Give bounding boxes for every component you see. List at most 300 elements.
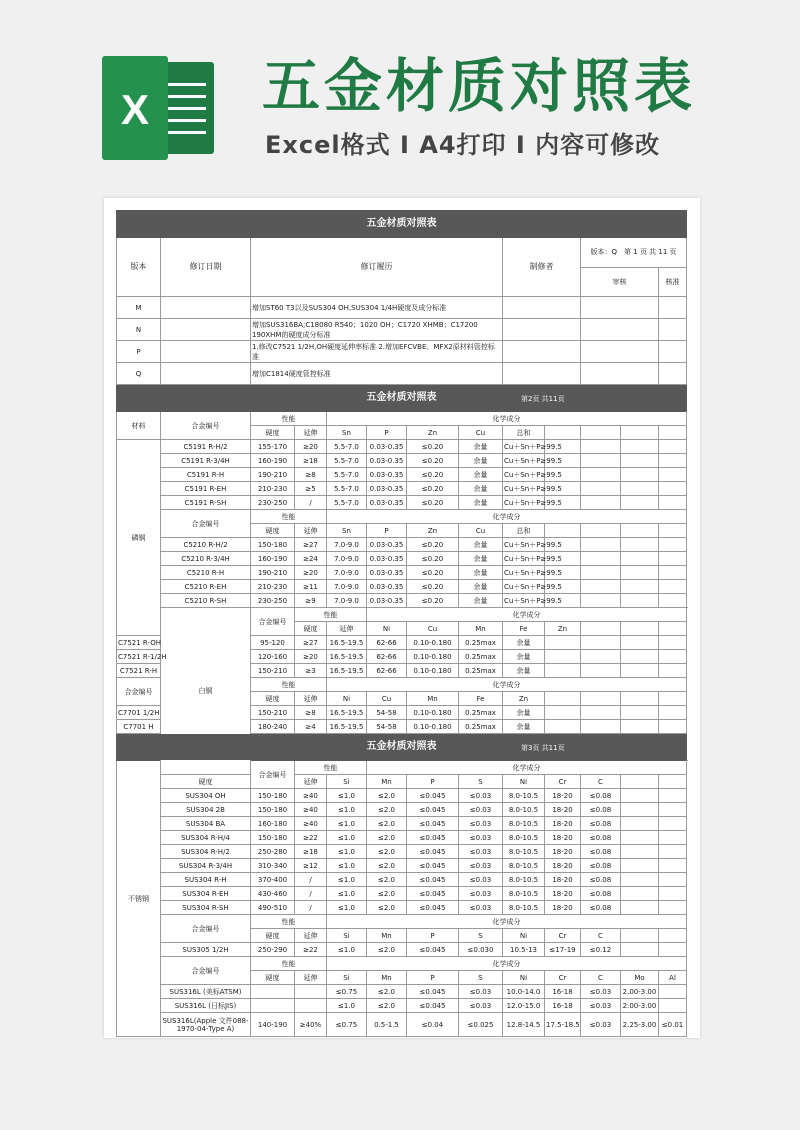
value-cell[interactable]: 2.25-3.00 xyxy=(621,1013,659,1037)
value-cell[interactable]: 430-460 xyxy=(251,887,295,901)
material-name[interactable]: 不锈钢 xyxy=(117,761,161,1037)
value-cell[interactable]: ≤2.0 xyxy=(367,845,407,859)
alloy-code[interactable]: SUS316L(Apple 文件088-1970-04-Type A) xyxy=(161,1013,251,1037)
value-cell[interactable]: ≤0.20 xyxy=(407,552,459,566)
value-cell[interactable]: 17.5-18.5 xyxy=(545,1013,581,1037)
value-cell[interactable]: 余量 xyxy=(459,580,503,594)
value-cell[interactable]: / xyxy=(295,901,327,915)
element-header[interactable]: Cu xyxy=(459,524,503,538)
empty-cell[interactable] xyxy=(581,440,621,454)
value-cell[interactable]: ≤0.03 xyxy=(459,985,503,999)
alloy-code[interactable]: SUS304 OH xyxy=(161,789,251,803)
empty-cell[interactable] xyxy=(621,566,659,580)
alloy-code[interactable]: SUS304 R-H/4 xyxy=(161,831,251,845)
value-cell[interactable]: 7.0-9.0 xyxy=(327,566,367,580)
value-cell[interactable]: 0.10-0.180 xyxy=(407,650,459,664)
value-cell[interactable]: 54-58 xyxy=(367,720,407,734)
value-cell[interactable]: ≥9 xyxy=(295,594,327,608)
empty-cell[interactable] xyxy=(581,524,621,538)
value-cell[interactable]: ≤0.08 xyxy=(581,859,621,873)
empty-cell[interactable] xyxy=(621,538,659,552)
value-cell[interactable]: 7.0-9.0 xyxy=(327,538,367,552)
alloy-code[interactable]: SUS304 R-3/4H xyxy=(161,859,251,873)
value-cell[interactable]: 310-340 xyxy=(251,859,295,873)
value-cell[interactable]: 160-180 xyxy=(251,817,295,831)
value-cell[interactable]: 16-18 xyxy=(545,985,581,999)
empty-cell[interactable] xyxy=(581,426,621,440)
element-header[interactable]: P xyxy=(407,775,459,789)
value-cell[interactable]: ≤0.03 xyxy=(459,999,503,1013)
material-name[interactable]: 磷铜 xyxy=(117,440,161,636)
rev-date[interactable] xyxy=(161,319,251,341)
value-cell[interactable]: ≤0.08 xyxy=(581,901,621,915)
value-cell[interactable]: 0.5-1.5 xyxy=(367,1013,407,1037)
elong-header[interactable]: 延伸 xyxy=(327,622,367,636)
empty-cell[interactable] xyxy=(621,887,659,901)
value-cell[interactable]: ≤0.08 xyxy=(581,873,621,887)
element-header[interactable]: S xyxy=(459,929,503,943)
value-cell[interactable]: ≤0.20 xyxy=(407,580,459,594)
alloy-header[interactable]: 合金编号 xyxy=(161,510,251,538)
value-cell[interactable] xyxy=(251,999,295,1013)
value-cell[interactable]: 62-66 xyxy=(367,650,407,664)
value-cell[interactable]: ≤2.0 xyxy=(367,817,407,831)
value-cell[interactable]: 160-190 xyxy=(251,454,295,468)
value-cell[interactable]: ≥40 xyxy=(295,817,327,831)
empty-cell[interactable] xyxy=(659,873,687,887)
alloy-code[interactable]: C5210 R-SH xyxy=(161,594,251,608)
value-cell[interactable]: 180-240 xyxy=(251,720,295,734)
value-cell[interactable]: 18-20 xyxy=(545,873,581,887)
value-cell[interactable]: 18-20 xyxy=(545,887,581,901)
value-cell[interactable]: ≥24 xyxy=(295,552,327,566)
value-cell[interactable]: ≥3 xyxy=(295,664,327,678)
value-cell[interactable]: ≤0.03 xyxy=(581,1013,621,1037)
value-cell[interactable]: ≥8 xyxy=(295,468,327,482)
value-cell[interactable]: 5.5-7.0 xyxy=(327,468,367,482)
rev-review[interactable] xyxy=(581,363,659,385)
alloy-code[interactable]: C7521 R-H xyxy=(117,664,161,678)
value-cell[interactable]: 62-66 xyxy=(367,664,407,678)
value-cell[interactable]: 5.5-7.0 xyxy=(327,454,367,468)
value-cell[interactable]: ≤1.0 xyxy=(327,901,367,915)
value-cell[interactable]: 140-190 xyxy=(251,1013,295,1037)
empty-cell[interactable] xyxy=(621,524,659,538)
empty-cell[interactable] xyxy=(659,496,687,510)
empty-cell[interactable] xyxy=(659,706,687,720)
chem-header[interactable]: 化学成分 xyxy=(327,678,687,692)
alloy-header[interactable]: 合金编号 xyxy=(117,678,161,706)
empty-cell[interactable] xyxy=(659,538,687,552)
perf-header[interactable]: 性能 xyxy=(251,915,327,929)
alloy-code[interactable]: SUS304 BA xyxy=(161,817,251,831)
empty-cell[interactable] xyxy=(581,468,621,482)
empty-cell[interactable] xyxy=(545,524,581,538)
value-cell[interactable] xyxy=(295,999,327,1013)
value-cell[interactable]: ≤0.03 xyxy=(459,859,503,873)
value-cell[interactable]: 8.0-10.5 xyxy=(503,859,545,873)
value-cell[interactable]: 18-20 xyxy=(545,901,581,915)
element-header[interactable]: Mn xyxy=(367,775,407,789)
value-cell[interactable]: ≤0.045 xyxy=(407,803,459,817)
element-header[interactable]: Sn xyxy=(327,524,367,538)
value-cell[interactable]: ≤0.08 xyxy=(581,831,621,845)
empty-cell[interactable] xyxy=(545,650,581,664)
rev-header-version[interactable]: 版本 xyxy=(117,238,161,297)
alloy-header[interactable]: 合金编号 xyxy=(161,915,251,943)
value-cell[interactable]: ≥22 xyxy=(295,943,327,957)
value-cell[interactable]: Cu＋Sn＋P≥99.5 xyxy=(503,496,545,510)
value-cell[interactable]: 12.0-15.0 xyxy=(503,999,545,1013)
value-cell[interactable]: 0.03-0.35 xyxy=(367,552,407,566)
chem-header[interactable]: 化学成分 xyxy=(327,510,687,524)
rev-editor[interactable] xyxy=(503,319,581,341)
value-cell[interactable]: ≤1.0 xyxy=(327,831,367,845)
value-cell[interactable]: 230-250 xyxy=(251,496,295,510)
value-cell[interactable]: ≤0.08 xyxy=(581,817,621,831)
value-cell[interactable]: ≥4 xyxy=(295,720,327,734)
empty-cell[interactable] xyxy=(621,454,659,468)
value-cell[interactable]: 16.5-19.5 xyxy=(327,706,367,720)
element-header[interactable]: Cu xyxy=(407,622,459,636)
value-cell[interactable]: ≥8 xyxy=(295,706,327,720)
element-header[interactable]: Zn xyxy=(407,426,459,440)
element-header[interactable]: Mn xyxy=(367,971,407,985)
value-cell[interactable]: ≤0.08 xyxy=(581,789,621,803)
empty-cell[interactable] xyxy=(659,622,687,636)
value-cell[interactable]: ≤0.12 xyxy=(581,943,621,957)
chem-header[interactable]: 化学成分 xyxy=(367,761,687,775)
alloy-code[interactable]: C7701 H xyxy=(117,720,161,734)
element-header[interactable]: P xyxy=(367,524,407,538)
value-cell[interactable]: 155-170 xyxy=(251,440,295,454)
value-cell[interactable]: 150-210 xyxy=(251,706,295,720)
empty-cell[interactable] xyxy=(581,566,621,580)
rev-editor[interactable] xyxy=(503,363,581,385)
value-cell[interactable]: ≥18 xyxy=(295,845,327,859)
value-cell[interactable]: 16-18 xyxy=(545,999,581,1013)
value-cell[interactable]: ≥11 xyxy=(295,580,327,594)
element-header[interactable]: Fe xyxy=(503,622,545,636)
element-header[interactable]: Ni xyxy=(503,775,545,789)
element-header[interactable]: Cr xyxy=(545,929,581,943)
value-cell[interactable]: ≥40 xyxy=(295,789,327,803)
chem-header[interactable]: 化学成分 xyxy=(367,608,687,622)
value-cell[interactable]: 2.00-3.00 xyxy=(621,985,659,999)
empty-cell[interactable] xyxy=(659,468,687,482)
empty-cell[interactable] xyxy=(621,440,659,454)
empty-cell[interactable] xyxy=(621,929,659,943)
alloy-code[interactable]: C5191 R-SH xyxy=(161,496,251,510)
value-cell[interactable]: 0.25max xyxy=(459,664,503,678)
hardness-header[interactable]: 硬度 xyxy=(251,426,295,440)
elong-header[interactable]: 延伸 xyxy=(295,692,327,706)
value-cell[interactable]: 150-180 xyxy=(251,831,295,845)
alloy-code[interactable]: C7521 R-1/2H xyxy=(117,650,161,664)
value-cell[interactable]: 0.10-0.180 xyxy=(407,720,459,734)
value-cell[interactable]: ≥18 xyxy=(295,454,327,468)
value-cell[interactable]: ≥20 xyxy=(295,440,327,454)
rev-text[interactable]: 1.修改C7521 1/2H,OH硬度延伸率标准 2.增加EFCVBE、MFX2原材料管控标准 xyxy=(251,341,503,363)
value-cell[interactable]: 210-230 xyxy=(251,482,295,496)
value-cell[interactable]: ≤0.20 xyxy=(407,440,459,454)
value-cell[interactable]: 0.03-0.35 xyxy=(367,580,407,594)
empty-cell[interactable] xyxy=(581,720,621,734)
value-cell[interactable]: 0.10-0.180 xyxy=(407,706,459,720)
value-cell[interactable]: 8.0-10.5 xyxy=(503,845,545,859)
value-cell[interactable]: Cu＋Sn＋P≥99.5 xyxy=(503,552,545,566)
element-header[interactable]: P xyxy=(407,929,459,943)
value-cell[interactable]: Cu＋Sn＋P≥99.5 xyxy=(503,482,545,496)
value-cell[interactable]: 18-20 xyxy=(545,817,581,831)
empty-cell[interactable] xyxy=(659,566,687,580)
empty-cell[interactable] xyxy=(581,482,621,496)
empty-cell[interactable] xyxy=(659,845,687,859)
element-header[interactable]: S xyxy=(459,775,503,789)
alloy-code[interactable]: C5191 R-H/2 xyxy=(161,440,251,454)
value-cell[interactable]: 余量 xyxy=(459,440,503,454)
value-cell[interactable]: 10.5-13 xyxy=(503,943,545,957)
value-cell[interactable]: 54-58 xyxy=(367,706,407,720)
rev-version[interactable]: P xyxy=(117,341,161,363)
value-cell[interactable]: 0.03-0.35 xyxy=(367,594,407,608)
alloy-code[interactable]: C5191 R-EH xyxy=(161,482,251,496)
value-cell[interactable]: 120-160 xyxy=(251,650,295,664)
element-header[interactable]: Mn xyxy=(367,929,407,943)
value-cell[interactable]: Cu＋Sn＋P≥99.5 xyxy=(503,566,545,580)
value-cell[interactable]: 0.10-0.180 xyxy=(407,664,459,678)
empty-cell[interactable] xyxy=(581,552,621,566)
element-header[interactable]: 总和 xyxy=(503,426,545,440)
empty-cell[interactable] xyxy=(659,803,687,817)
value-cell[interactable]: / xyxy=(295,873,327,887)
material-name[interactable]: 白铜 xyxy=(161,608,251,775)
element-header[interactable]: 总和 xyxy=(503,524,545,538)
value-cell[interactable]: 230-250 xyxy=(251,594,295,608)
rev-version[interactable]: Q xyxy=(117,363,161,385)
element-header[interactable]: S xyxy=(459,971,503,985)
value-cell[interactable]: ≤2.0 xyxy=(367,789,407,803)
empty-cell[interactable] xyxy=(621,789,659,803)
value-cell[interactable]: ≤0.03 xyxy=(459,901,503,915)
value-cell[interactable]: ≤0.045 xyxy=(407,789,459,803)
value-cell[interactable]: ≥20 xyxy=(295,566,327,580)
alloy-code[interactable]: C5191 R-H xyxy=(161,468,251,482)
empty-cell[interactable] xyxy=(621,622,659,636)
empty-cell[interactable] xyxy=(659,943,687,957)
value-cell[interactable]: ≤0.04 xyxy=(407,1013,459,1037)
alloy-code[interactable]: SUS304 2B xyxy=(161,803,251,817)
review-label[interactable]: 审核 xyxy=(581,267,659,297)
perf-header[interactable]: 性能 xyxy=(251,957,327,971)
value-cell[interactable]: 7.0-9.0 xyxy=(327,552,367,566)
empty-cell[interactable] xyxy=(659,859,687,873)
empty-cell[interactable] xyxy=(581,538,621,552)
value-cell[interactable]: 8.0-10.5 xyxy=(503,887,545,901)
rev-text[interactable]: 增加ST60 T3以及SUS304 OH,SUS304 1/4H硬度及成分标准 xyxy=(251,297,503,319)
value-cell[interactable]: ≤0.03 xyxy=(459,817,503,831)
empty-cell[interactable] xyxy=(581,496,621,510)
value-cell[interactable]: 余量 xyxy=(503,650,545,664)
value-cell[interactable]: ≤0.20 xyxy=(407,538,459,552)
value-cell[interactable]: ≤0.025 xyxy=(459,1013,503,1037)
value-cell[interactable]: ≤0.20 xyxy=(407,454,459,468)
empty-cell[interactable] xyxy=(659,524,687,538)
empty-cell[interactable] xyxy=(621,426,659,440)
value-cell[interactable]: 190-210 xyxy=(251,566,295,580)
alloy-code[interactable]: C5210 R-H/2 xyxy=(161,538,251,552)
element-header[interactable]: Zn xyxy=(407,524,459,538)
value-cell[interactable]: 0.03-0.35 xyxy=(367,496,407,510)
value-cell[interactable]: 95-120 xyxy=(251,636,295,650)
value-cell[interactable]: 8.0-10.5 xyxy=(503,901,545,915)
empty-cell[interactable] xyxy=(659,775,687,789)
value-cell[interactable]: 5.5-7.0 xyxy=(327,440,367,454)
empty-cell[interactable] xyxy=(545,664,581,678)
value-cell[interactable]: ≤1.0 xyxy=(327,999,367,1013)
empty-cell[interactable] xyxy=(621,817,659,831)
value-cell[interactable]: Cu＋Sn＋P≥99.5 xyxy=(503,468,545,482)
element-header[interactable]: Mo xyxy=(621,971,659,985)
element-header[interactable]: Cu xyxy=(459,426,503,440)
elong-header[interactable]: 延伸 xyxy=(295,971,327,985)
rev-header-date[interactable]: 修订日期 xyxy=(161,238,251,297)
material-header[interactable]: 材料 xyxy=(117,412,161,440)
empty-cell[interactable] xyxy=(621,692,659,706)
empty-cell[interactable] xyxy=(621,859,659,873)
value-cell[interactable]: ≤2.0 xyxy=(367,887,407,901)
element-header[interactable]: Fe xyxy=(459,692,503,706)
empty-cell[interactable] xyxy=(621,720,659,734)
empty-cell[interactable] xyxy=(545,636,581,650)
rev-approve[interactable] xyxy=(659,341,687,363)
value-cell[interactable]: ≤0.045 xyxy=(407,817,459,831)
value-cell[interactable] xyxy=(251,985,295,999)
value-cell[interactable]: ≤2.0 xyxy=(367,831,407,845)
section-title-bar[interactable] xyxy=(117,211,687,238)
alloy-code[interactable]: SUS316L (美标ATSM) xyxy=(161,985,251,999)
empty-cell[interactable] xyxy=(659,887,687,901)
value-cell[interactable]: ≤0.045 xyxy=(407,859,459,873)
value-cell[interactable]: ≤1.0 xyxy=(327,943,367,957)
value-cell[interactable]: 190-210 xyxy=(251,468,295,482)
value-cell[interactable]: 0.03-0.35 xyxy=(367,454,407,468)
value-cell[interactable]: 0.03-0.35 xyxy=(367,538,407,552)
alloy-code[interactable]: C5210 R-H xyxy=(161,566,251,580)
value-cell[interactable]: Cu＋Sn＋P≥99.5 xyxy=(503,594,545,608)
element-header[interactable]: Zn xyxy=(545,622,581,636)
value-cell[interactable]: ≤0.75 xyxy=(327,1013,367,1037)
value-cell[interactable]: ≤0.08 xyxy=(581,803,621,817)
rev-review[interactable] xyxy=(581,297,659,319)
elong-header[interactable]: 延伸 xyxy=(295,426,327,440)
value-cell[interactable]: ≤2.0 xyxy=(367,803,407,817)
rev-approve[interactable] xyxy=(659,319,687,341)
element-header[interactable]: P xyxy=(407,971,459,985)
value-cell[interactable]: 余量 xyxy=(503,706,545,720)
value-cell[interactable]: 62-66 xyxy=(367,636,407,650)
value-cell[interactable]: 150-180 xyxy=(251,538,295,552)
value-cell[interactable]: 18-20 xyxy=(545,789,581,803)
value-cell[interactable]: 18-20 xyxy=(545,831,581,845)
empty-cell[interactable] xyxy=(659,636,687,650)
value-cell[interactable]: ≤2.0 xyxy=(367,999,407,1013)
alloy-code[interactable]: SUS304 R-H xyxy=(161,873,251,887)
value-cell[interactable]: ≤0.20 xyxy=(407,566,459,580)
value-cell[interactable]: 0.25max xyxy=(459,720,503,734)
value-cell[interactable]: 10.0-14.0 xyxy=(503,985,545,999)
value-cell[interactable]: 160-190 xyxy=(251,552,295,566)
value-cell[interactable]: ≥27 xyxy=(295,636,327,650)
element-header[interactable]: Si xyxy=(327,929,367,943)
empty-cell[interactable] xyxy=(659,817,687,831)
element-header[interactable]: Mn xyxy=(459,622,503,636)
empty-cell[interactable] xyxy=(659,929,687,943)
value-cell[interactable]: ≤0.030 xyxy=(459,943,503,957)
value-cell[interactable]: ≤0.045 xyxy=(407,943,459,957)
value-cell[interactable]: ≤1.0 xyxy=(327,873,367,887)
value-cell[interactable]: ≤1.0 xyxy=(327,845,367,859)
rev-text[interactable]: 增加SUS316BA;C18080 R540；1020 OH；C1720 XHMB；C17200 190XHM的硬度成分标准 xyxy=(251,319,503,341)
value-cell[interactable]: ≤0.75 xyxy=(327,985,367,999)
empty-cell[interactable] xyxy=(621,803,659,817)
value-cell[interactable]: 余量 xyxy=(459,538,503,552)
hardness-header[interactable]: 硬度 xyxy=(251,524,295,538)
perf-header[interactable]: 性能 xyxy=(295,761,367,775)
elong-header[interactable]: 延伸 xyxy=(295,929,327,943)
alloy-code[interactable]: SUS304 R-SH xyxy=(161,901,251,915)
rev-header-history[interactable]: 修订履历 xyxy=(251,238,503,297)
alloy-code[interactable]: SUS305 1/2H xyxy=(161,943,251,957)
value-cell[interactable]: 8.0-10.5 xyxy=(503,817,545,831)
element-header[interactable]: Ni xyxy=(503,971,545,985)
value-cell[interactable]: ≤17-19 xyxy=(545,943,581,957)
empty-cell[interactable] xyxy=(659,580,687,594)
value-cell[interactable]: Cu＋Sn＋P≥99.5 xyxy=(503,538,545,552)
value-cell[interactable]: ≤0.03 xyxy=(459,845,503,859)
empty-cell[interactable] xyxy=(621,664,659,678)
rev-editor[interactable] xyxy=(503,297,581,319)
element-header[interactable]: Ni xyxy=(503,929,545,943)
alloy-code[interactable]: C7521 R-OH xyxy=(117,636,161,650)
value-cell[interactable]: 5.5-7.0 xyxy=(327,482,367,496)
value-cell[interactable]: ≤0.01 xyxy=(659,1013,687,1037)
rev-date[interactable] xyxy=(161,363,251,385)
element-header[interactable]: Si xyxy=(327,775,367,789)
empty-cell[interactable] xyxy=(659,650,687,664)
rev-version[interactable]: M xyxy=(117,297,161,319)
approve-label[interactable]: 核准 xyxy=(659,267,687,297)
empty-cell[interactable] xyxy=(659,789,687,803)
value-cell[interactable]: 2.00-3.00 xyxy=(621,999,659,1013)
value-cell[interactable]: 余量 xyxy=(459,468,503,482)
alloy-code[interactable]: C5191 R-3/4H xyxy=(161,454,251,468)
value-cell[interactable]: 余量 xyxy=(503,636,545,650)
value-cell[interactable]: 18-20 xyxy=(545,803,581,817)
value-cell[interactable]: ≤0.20 xyxy=(407,594,459,608)
rev-editor[interactable] xyxy=(503,341,581,363)
empty-cell[interactable] xyxy=(581,594,621,608)
value-cell[interactable]: 余量 xyxy=(459,496,503,510)
element-header[interactable]: Ni xyxy=(327,692,367,706)
empty-cell[interactable] xyxy=(581,454,621,468)
empty-cell[interactable] xyxy=(659,440,687,454)
element-header[interactable]: Cu xyxy=(367,692,407,706)
value-cell[interactable]: 余量 xyxy=(459,482,503,496)
element-header[interactable]: C xyxy=(581,929,621,943)
hardness-header[interactable]: 硬度 xyxy=(295,622,327,636)
empty-cell[interactable] xyxy=(621,482,659,496)
